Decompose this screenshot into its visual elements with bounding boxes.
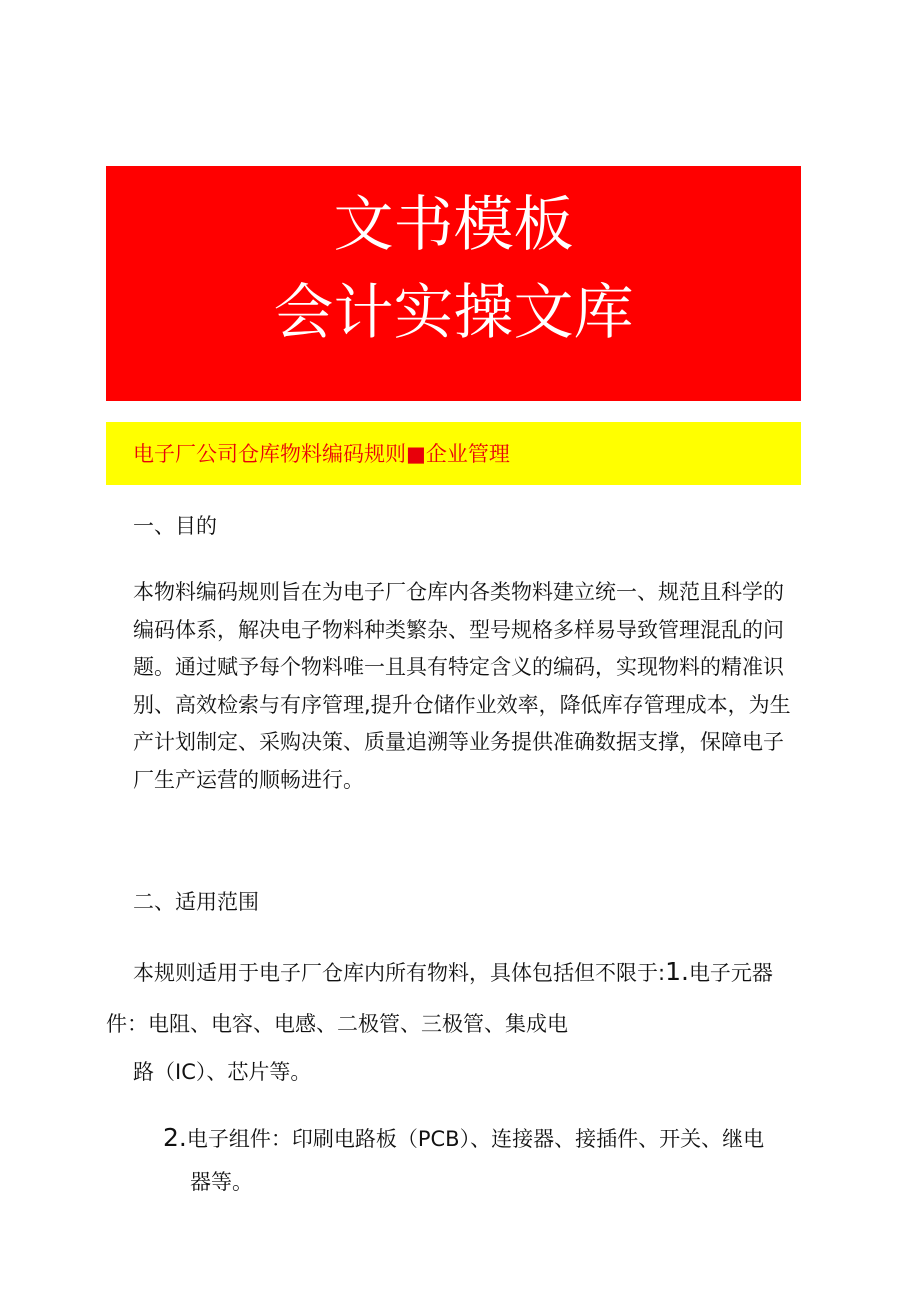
scope-item-1-title: 电子元器 xyxy=(688,961,773,985)
scope-item-2-line-2: 器等。 xyxy=(190,1170,253,1194)
title-banner xyxy=(106,166,801,401)
scope-item-1-line-3: 路（IC）、芯片等。 xyxy=(133,1060,312,1084)
section-1-paragraph: 本物料编码规则旨在为电子厂仓库内各类物料建立统一、规范且科学的编码体系，解决电子物料种类繁杂、型号规格多样易导致管理混乱的问题。通过赋予每个物料唯一且具有特定含义的编码，实现物料的精准识别、高效检索与有序管理,提升仓储作业效率，降低库存管理成本，为生产计划制定、采购决策、质量追溯等业务提供准确数据支撑，保障电子厂生产运营的顺畅进行。 xyxy=(133,580,791,792)
scope-item-2-line-1 xyxy=(163,1124,764,1153)
document-subtitle: 电子厂公司仓库物料编码规则■企业管理 xyxy=(133,442,510,466)
scope-item-2-text: 电子组件：印刷电路板（PCB）、连接器、接插件、开关、继电 xyxy=(186,1127,765,1151)
scope-item-1-number: 1. xyxy=(665,957,689,986)
banner-title-line-1: 文书模板 xyxy=(333,190,574,260)
section-2-heading: 二、适用范围 xyxy=(133,890,259,914)
banner-title-line-2: 会计实操文库 xyxy=(273,278,634,348)
scope-item-1-line-2: 件：电阻、电容、电感、二极管、三极管、集成电 xyxy=(106,1012,568,1036)
document-subtitle-bar xyxy=(106,422,801,485)
scope-intro: 本规则适用于电子厂仓库内所有物料，具体包括但不限于: xyxy=(133,961,666,985)
section-1-heading: 一、目的 xyxy=(133,514,217,538)
scope-intro-line xyxy=(133,958,773,987)
scope-item-2-number: 2. xyxy=(163,1123,187,1152)
